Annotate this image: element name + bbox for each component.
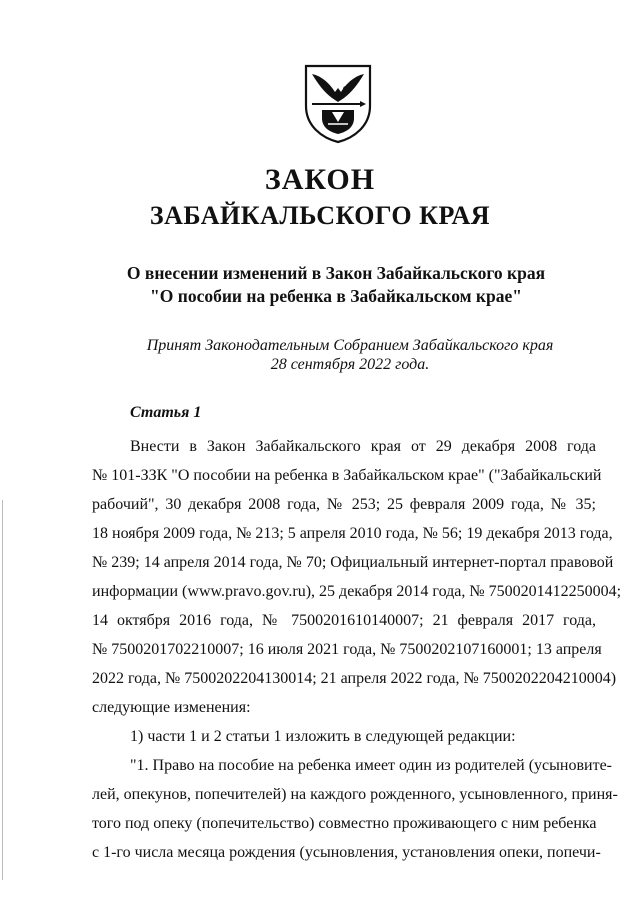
body-line: № 7500201702210007; 16 июля 2021 года, № 7500202107160001; 13 апреля	[92, 641, 602, 658]
list-item-line: 1) части 1 и 2 статьи 1 изложить в следующей редакции:	[130, 728, 516, 745]
body-line: 2022 года, № 7500202204130014; 21 апреля 2022 года, № 7500202204210004)	[92, 670, 617, 687]
body-line: 18 ноября 2009 года, № 213; 5 апреля 2010 года, № 56; 19 декабря 2013 года,	[92, 525, 613, 542]
body-line: № 101-ЗЗК "О пособии на ребенка в Забайкальском крае" ("Забайкальский	[92, 467, 602, 484]
body-line: рабочий", 30 декабря 2008 года, № 253; 25 февраля 2009 года, № 35;	[92, 496, 596, 513]
coat-of-arms-emblem	[302, 62, 374, 144]
body-line: № 239; 14 апреля 2014 года, № 70; Официальный интернет-портал правовой	[92, 554, 614, 571]
law-region-title: ЗАБАЙКАЛЬСКОГО КРАЯ	[149, 201, 491, 230]
scan-edge	[2, 500, 3, 880]
body-line: следующие изменения:	[92, 699, 251, 716]
quoted-line: с 1-го числа месяца рождения (усыновления, установления опеки, попечи-	[92, 844, 601, 861]
adoption-date: 28 сентября 2022 года.	[270, 356, 430, 373]
adoption-note-line-1: Принят Законодательным Собранием Забайкальского края	[146, 337, 554, 354]
quoted-line: того под опеку (попечительство) совместно проживающего с ним ребенка	[92, 815, 597, 832]
body-line: Внести в Закон Забайкальского края от 29 декабря 2008 года	[130, 438, 596, 455]
law-subject-line-2: "О пособии на ребенка в Забайкальском крае"	[150, 286, 522, 306]
law-subject-line-1: О внесении изменений в Закон Забайкальского края	[126, 263, 546, 283]
article-heading: Статья 1	[130, 404, 202, 421]
quoted-line: лей, опекунов, попечителей) на каждого рожденного, усыновленного, приня-	[92, 786, 618, 803]
quoted-line: "1. Право на пособие на ребенка имеет один из родителей (усыновите-	[130, 757, 612, 774]
body-line: информации (www.pravo.gov.ru), 25 декабря 2014 года, № 7500201412250004;	[92, 583, 622, 600]
body-line: 14 октября 2016 года, № 7500201610140007; 21 февраля 2017 года,	[92, 612, 596, 629]
law-title: ЗАКОН	[264, 163, 376, 196]
